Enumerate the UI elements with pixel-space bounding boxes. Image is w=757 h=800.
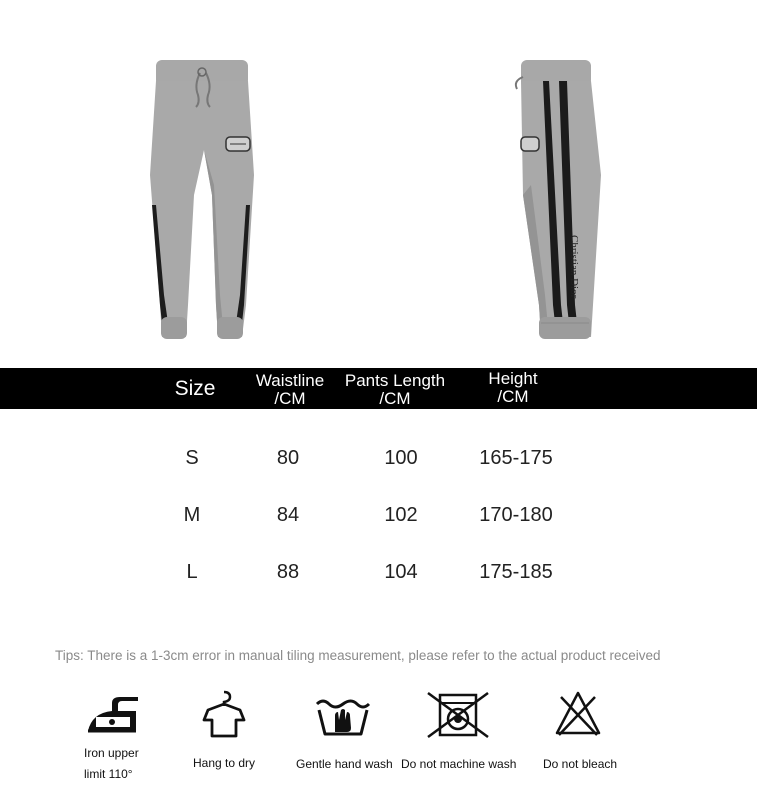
no-machine-wash-icon — [424, 689, 492, 741]
hand-wash-icon — [313, 690, 373, 740]
cell-waist: 84 — [276, 504, 300, 526]
cell-waist: 80 — [276, 447, 300, 469]
header-pants-length-unit: /CM — [379, 389, 411, 408]
header-pants-length-label: Pants Length — [344, 371, 446, 390]
brand-text: Christian Dior — [568, 235, 580, 299]
cell-size: L — [186, 561, 198, 583]
pants-front-photo — [140, 55, 270, 345]
cell-length: 104 — [384, 561, 418, 583]
iron-label-line2: limit 110° — [84, 767, 133, 781]
header-height-unit: /CM — [497, 387, 529, 406]
hanger-label: Hang to dry — [193, 756, 256, 770]
iron-icon — [82, 693, 142, 737]
hanger-icon — [200, 688, 248, 740]
header-pants-length — [335, 372, 455, 408]
no-bleach-label: Do not bleach — [543, 757, 618, 771]
no-bleach-icon — [553, 689, 603, 739]
hand-wash-label: Gentle hand wash — [296, 757, 393, 771]
header-waistline-unit: /CM — [274, 389, 306, 408]
cell-size: M — [183, 504, 201, 526]
cell-length: 102 — [384, 504, 418, 526]
header-size: Size — [174, 377, 216, 400]
cell-size: S — [185, 447, 199, 469]
cell-height: 165-175 — [479, 447, 553, 469]
header-height-label: Height — [488, 369, 538, 388]
header-waistline-label: Waistline — [255, 371, 325, 390]
cell-height: 170-180 — [479, 504, 553, 526]
tips-text: Tips: There is a 1-3cm error in manual tiling measurement, please refer to the actual product received — [55, 648, 661, 663]
header-height — [460, 370, 566, 406]
pants-side-photo — [505, 55, 605, 345]
header-waistline — [245, 372, 335, 408]
cell-waist: 88 — [276, 561, 300, 583]
no-machine-wash-label: Do not machine wash — [401, 757, 517, 771]
cell-height: 175-185 — [479, 561, 553, 583]
size-table-header — [0, 368, 757, 409]
iron-label-line1: Iron upper — [84, 746, 139, 760]
cell-length: 100 — [384, 447, 418, 469]
